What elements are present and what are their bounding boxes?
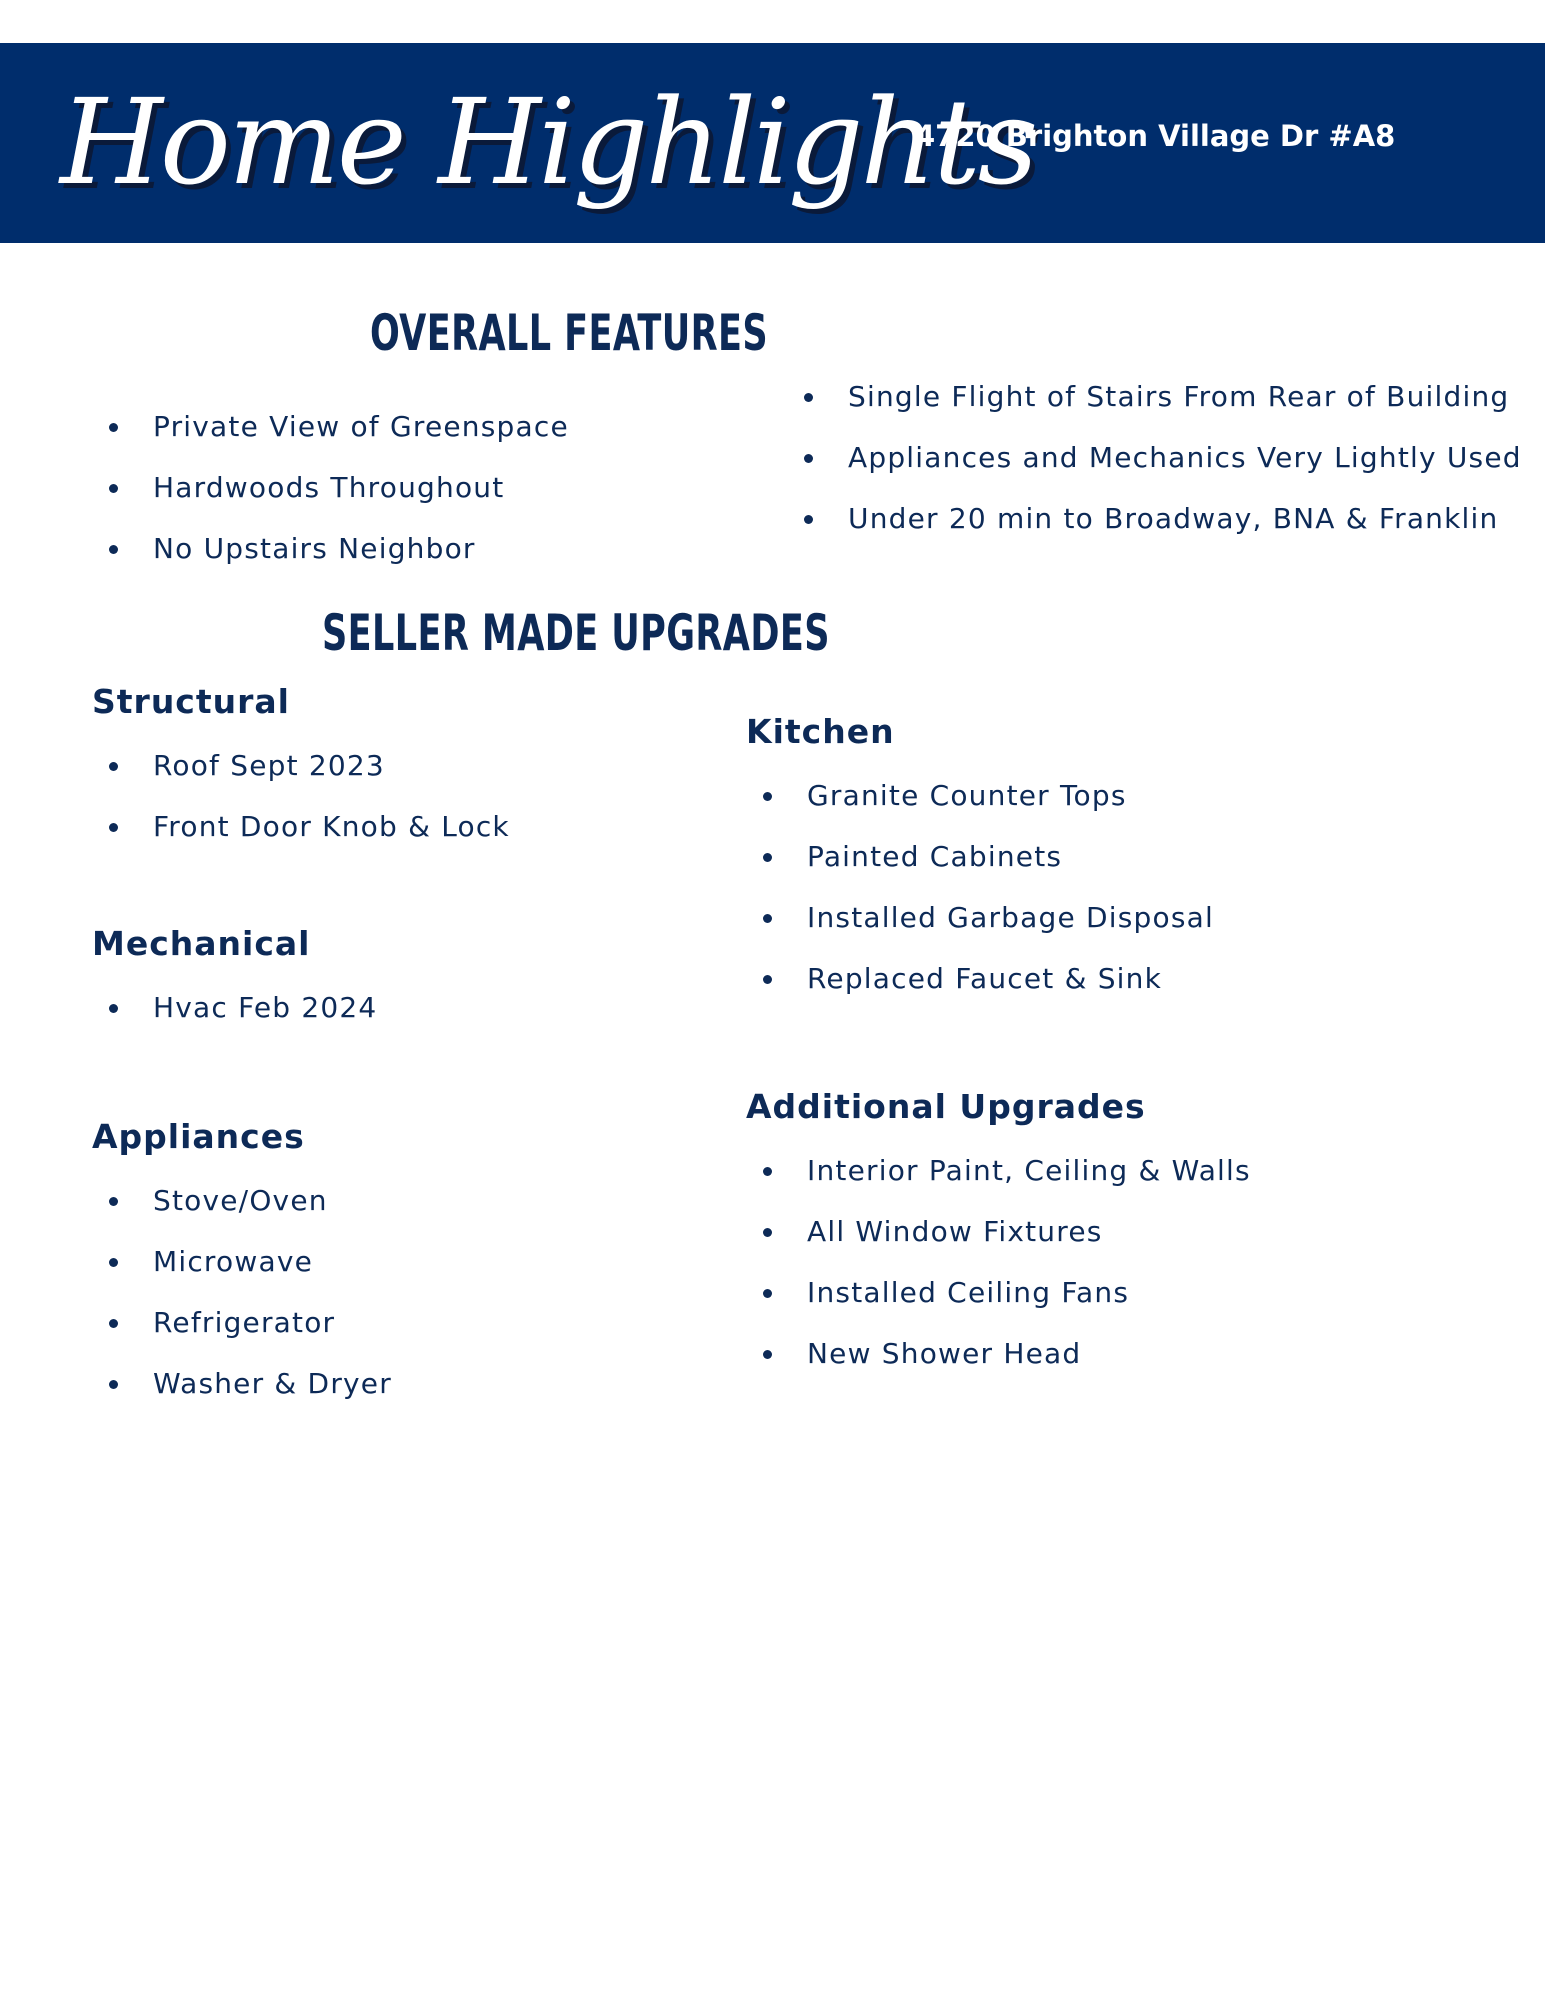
structural-heading: Structural (92, 682, 290, 721)
header-banner (0, 43, 1545, 243)
overall-features-left-list (105, 409, 569, 592)
structural-list (105, 748, 510, 870)
overall-features-right-list (800, 379, 1522, 562)
property-address: 4720 Brighton Village Dr #A8 (915, 119, 1396, 153)
list-item: Microwave (105, 1244, 392, 1305)
overall-features-heading: OVERALL FEATURES (370, 304, 769, 362)
list-item: Under 20 min to Broadway, BNA & Franklin (800, 501, 1522, 562)
kitchen-list (759, 778, 1214, 1022)
list-item: All Window Fixtures (759, 1214, 1251, 1275)
appliances-heading: Appliances (92, 1117, 305, 1156)
list-item: Refrigerator (105, 1305, 392, 1366)
list-item: Front Door Knob & Lock (105, 809, 510, 870)
page-title: Home Highlights (60, 73, 1036, 211)
list-item: Hardwoods Throughout (105, 470, 569, 531)
list-item: Interior Paint, Ceiling & Walls (759, 1153, 1251, 1214)
mechanical-heading: Mechanical (92, 924, 311, 963)
list-item: Installed Garbage Disposal (759, 900, 1214, 961)
list-item: New Shower Head (759, 1336, 1251, 1397)
list-item: Washer & Dryer (105, 1366, 392, 1427)
kitchen-heading: Kitchen (746, 712, 895, 751)
list-item: Installed Ceiling Fans (759, 1275, 1251, 1336)
list-item: Private View of Greenspace (105, 409, 569, 470)
list-item: Stove/Oven (105, 1183, 392, 1244)
mechanical-list (105, 990, 377, 1051)
list-item: Appliances and Mechanics Very Lightly Used (800, 440, 1522, 501)
seller-upgrades-heading: SELLER MADE UPGRADES (322, 604, 830, 662)
list-item: Roof Sept 2023 (105, 748, 510, 809)
list-item: Replaced Faucet & Sink (759, 961, 1214, 1022)
list-item: No Upstairs Neighbor (105, 531, 569, 592)
list-item: Hvac Feb 2024 (105, 990, 377, 1051)
additional-upgrades-list (759, 1153, 1251, 1397)
list-item: Granite Counter Tops (759, 778, 1214, 839)
appliances-list (105, 1183, 392, 1427)
list-item: Single Flight of Stairs From Rear of Building (800, 379, 1522, 440)
additional-upgrades-heading: Additional Upgrades (746, 1087, 1146, 1126)
list-item: Painted Cabinets (759, 839, 1214, 900)
